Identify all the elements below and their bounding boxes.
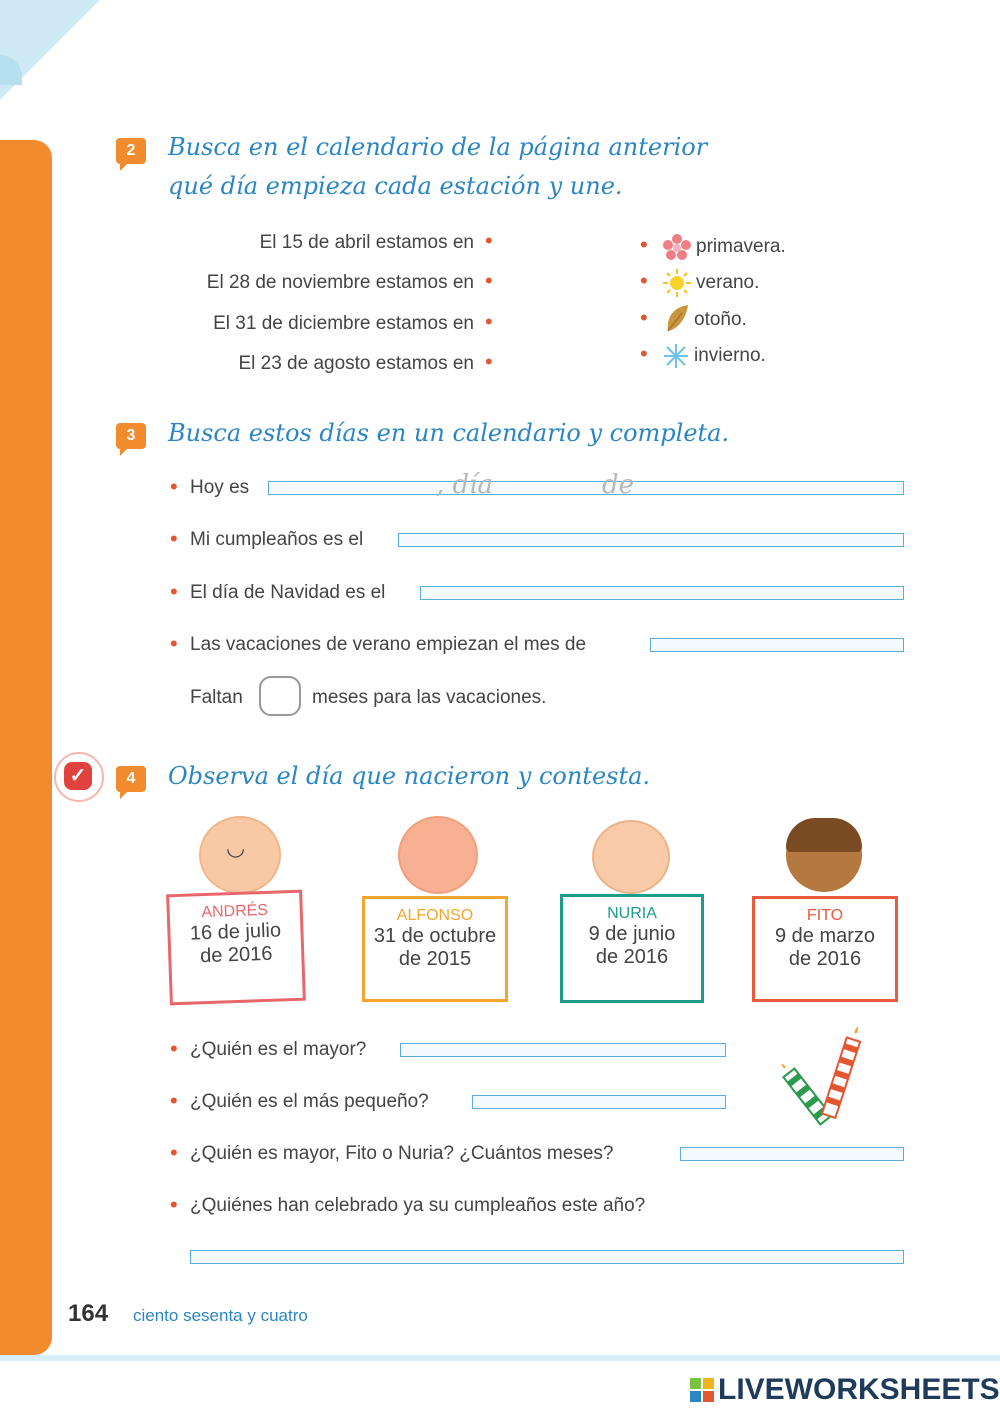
- question-fito-nuria: ¿Quién es mayor, Fito o Nuria? ¿Cuántos meses?: [190, 1143, 614, 1164]
- card-year: de 2016: [199, 942, 273, 968]
- exercise-4-title: Observa el día que nacieron y contesta.: [168, 762, 651, 790]
- question-pequeno: ¿Quién es el más pequeño?: [190, 1091, 429, 1112]
- card-name: ALFONSO: [396, 907, 474, 924]
- exercise-2-badge: 2: [116, 138, 146, 164]
- card-date: 31 de octubre: [373, 925, 497, 947]
- kid-fito-hair: [786, 818, 862, 852]
- kid-alfonso-face: [398, 816, 478, 894]
- match-dot-left[interactable]: •: [485, 268, 493, 293]
- candles-icon: [762, 1018, 872, 1133]
- card-alfonso: [362, 896, 508, 1002]
- page-number-text: ciento sesenta y cuatro: [133, 1306, 308, 1325]
- exercise-4-badge: 4: [116, 766, 146, 792]
- answer-pequeno[interactable]: [472, 1095, 726, 1109]
- match-dot-left[interactable]: •: [485, 309, 493, 334]
- answer-navidad[interactable]: [420, 586, 904, 600]
- bullet: •: [170, 474, 178, 499]
- corner-decoration: [0, 0, 100, 100]
- card-nuria: [560, 894, 704, 1003]
- season-left-item: El 28 de noviembre estamos en: [206, 272, 474, 293]
- page-number: 164: [68, 1300, 109, 1327]
- bullet: •: [170, 1140, 178, 1165]
- side-bar: [0, 140, 52, 1355]
- match-dot-left[interactable]: •: [485, 228, 493, 253]
- match-dot-left[interactable]: •: [485, 349, 493, 374]
- match-dot-right[interactable]: •: [640, 305, 648, 330]
- hint-de: de: [602, 470, 635, 500]
- match-dot-right[interactable]: •: [640, 232, 648, 257]
- answer-celebrado[interactable]: [190, 1250, 904, 1264]
- card-name: ANDRÉS: [201, 901, 269, 922]
- bullet: •: [170, 631, 178, 656]
- season-primavera: primavera.: [696, 236, 786, 257]
- answer-vacaciones[interactable]: [650, 638, 904, 652]
- answer-hoy-es[interactable]: [268, 481, 904, 495]
- bullet: •: [170, 526, 178, 551]
- answer-mayor[interactable]: [400, 1043, 726, 1057]
- exercise-3-badge: 3: [116, 423, 146, 449]
- season-otono: otoño.: [694, 309, 747, 330]
- bullet: •: [170, 579, 178, 604]
- sun-icon: [662, 268, 692, 298]
- leaf-icon: [664, 303, 690, 333]
- question-celebrado: ¿Quiénes han celebrado ya su cumpleaños este año?: [190, 1195, 646, 1216]
- card-date: 16 de julio: [189, 919, 282, 945]
- flower-icon: [662, 233, 692, 261]
- answer-fito-nuria[interactable]: [680, 1147, 904, 1161]
- season-invierno: invierno.: [694, 345, 766, 366]
- card-year: de 2016: [788, 948, 862, 970]
- checkmark-icon: ✓: [64, 762, 92, 790]
- liveworksheets-logo-icon: [690, 1378, 714, 1402]
- exercise-3-title: Busca estos días en un calendario y completa.: [168, 419, 730, 447]
- exercise-2-title-line1: Busca en el calendario de la página anterior: [168, 133, 708, 161]
- question-cumpleanos: Mi cumpleaños es el: [190, 529, 364, 550]
- question-hoy-es: Hoy es: [190, 477, 250, 498]
- faltan-suffix: meses para las vacaciones.: [312, 687, 547, 708]
- season-verano: verano.: [696, 272, 760, 293]
- card-date: 9 de marzo: [774, 925, 876, 947]
- card-year: de 2015: [398, 948, 472, 970]
- bullet: •: [170, 1088, 178, 1113]
- faltan-label: Faltan: [190, 687, 243, 708]
- question-navidad: El día de Navidad es el: [190, 582, 386, 603]
- card-fito: [752, 896, 898, 1002]
- months-box[interactable]: [259, 676, 301, 716]
- liveworksheets-logo: LIVEWORKSHEETS: [718, 1373, 1000, 1406]
- match-dot-right[interactable]: •: [640, 341, 648, 366]
- bullet: •: [170, 1036, 178, 1061]
- kid-andres-expression: ◡: [226, 835, 246, 860]
- card-andres: [166, 890, 306, 1006]
- card-date: 9 de junio: [588, 923, 676, 945]
- card-year: de 2016: [595, 946, 669, 968]
- snowflake-icon: [662, 342, 690, 370]
- exercise-2-title-line2: qué día empieza cada estación y une.: [168, 172, 623, 200]
- kid-nuria-face: [592, 820, 670, 894]
- match-dot-right[interactable]: •: [640, 268, 648, 293]
- season-left-item: El 31 de diciembre estamos en: [213, 313, 474, 334]
- bottom-strip: [0, 1355, 1000, 1361]
- bullet: •: [170, 1192, 178, 1217]
- hint-dia: , día: [436, 470, 493, 500]
- answer-cumpleanos[interactable]: [398, 533, 904, 547]
- card-name: FITO: [806, 907, 844, 924]
- question-vacaciones: Las vacaciones de verano empiezan el mes de: [190, 634, 587, 655]
- season-left-item: El 23 de agosto estamos en: [238, 353, 474, 374]
- card-name: NURIA: [607, 905, 657, 922]
- question-mayor: ¿Quién es el mayor?: [190, 1039, 367, 1060]
- season-left-item: El 15 de abril estamos en: [259, 232, 474, 253]
